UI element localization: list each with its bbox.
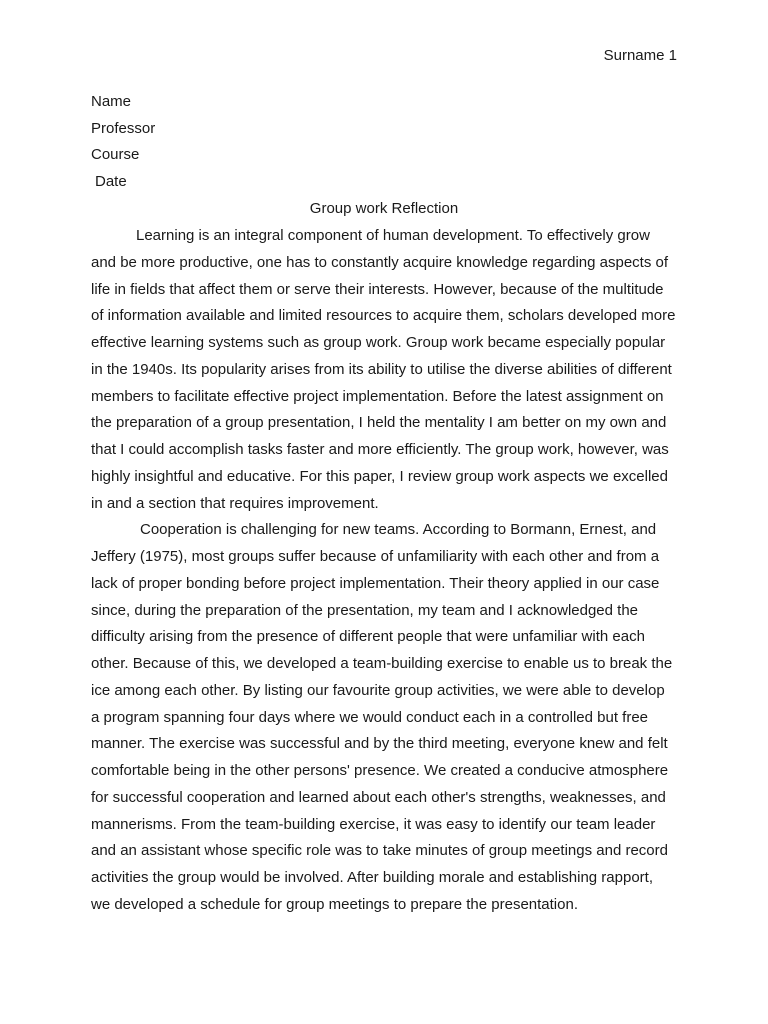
body-line: effective learning systems such as group work. Group work became especially popular bbox=[91, 334, 666, 351]
student-name: Name bbox=[91, 93, 132, 110]
body-line: the preparation of a group presentation, I held the mentality I am better on my own and bbox=[91, 414, 667, 432]
date: Date bbox=[95, 173, 127, 191]
body-line: Learning is an integral component of human development. To effectively grow bbox=[136, 227, 650, 244]
body-line: we developed a schedule for group meetings to prepare the presentation. bbox=[91, 895, 578, 913]
body-line: in and a section that requires improvement. bbox=[91, 494, 379, 512]
body-line: of information available and limited resources to acquire them, scholars developed more bbox=[91, 307, 676, 325]
body-line: mannerisms. From the team-building exercise, it was easy to identify our team leader bbox=[91, 815, 656, 833]
body-line: lack of proper bonding before project implementation. Their theory applied in our case bbox=[91, 574, 660, 592]
body-line: and be more productive, one has to constantly acquire knowledge regarding aspects of bbox=[91, 253, 669, 271]
running-head: Surname 1 bbox=[603, 47, 677, 64]
body-line: for successful cooperation and learned about each other's strengths, weaknesses, and bbox=[91, 788, 666, 806]
body-line: highly insightful and educative. For this paper, I review group work aspects we excelled bbox=[91, 467, 668, 485]
essay-body bbox=[91, 227, 691, 923]
body-line: other. Because of this, we developed a team-building exercise to enable us to break the bbox=[91, 655, 673, 672]
body-line: and an assistant whose specific role was to take minutes of group meetings and record bbox=[91, 842, 668, 860]
body-line: life in fields that affect them or serve their interests. However, because of the multitude bbox=[91, 280, 664, 298]
heading-block bbox=[91, 93, 677, 200]
essay-title: Group work Reflection bbox=[309, 200, 459, 217]
body-line: since, during the preparation of the presentation, my team and I acknowledged the bbox=[91, 601, 639, 619]
body-line: Cooperation is challenging for new teams. According to Bormann, Ernest, and bbox=[140, 521, 657, 539]
body-line: manner. The exercise was successful and by the third meeting, everyone knew and felt bbox=[91, 735, 668, 753]
professor-name: Professor bbox=[91, 119, 156, 137]
body-line: activities the group would be involved. After building morale and establishing rapport, bbox=[91, 869, 654, 886]
body-line: members to facilitate effective project implementation. Before the latest assignment on bbox=[91, 387, 664, 405]
body-line: difficulty arising from the presence of different people that were unfamiliar with each bbox=[91, 628, 645, 646]
body-line: that I could accomplish tasks faster and more efficiently. The group work, however, was bbox=[91, 441, 669, 458]
body-line: Jeffery (1975), most groups suffer because of unfamiliarity with each other and from a bbox=[91, 548, 660, 565]
body-line: a program spanning four days where we would conduct each in a controlled but free bbox=[91, 708, 648, 726]
course-name: Course bbox=[91, 146, 140, 164]
body-line: in the 1940s. Its popularity arises from its ability to utilise the diverse abilities of different bbox=[91, 360, 672, 378]
body-line: ice among each other. By listing our favourite group activities, we were able to develop bbox=[91, 681, 665, 699]
body-line: comfortable being in the other persons' presence. We created a conducive atmosphere bbox=[91, 762, 669, 779]
